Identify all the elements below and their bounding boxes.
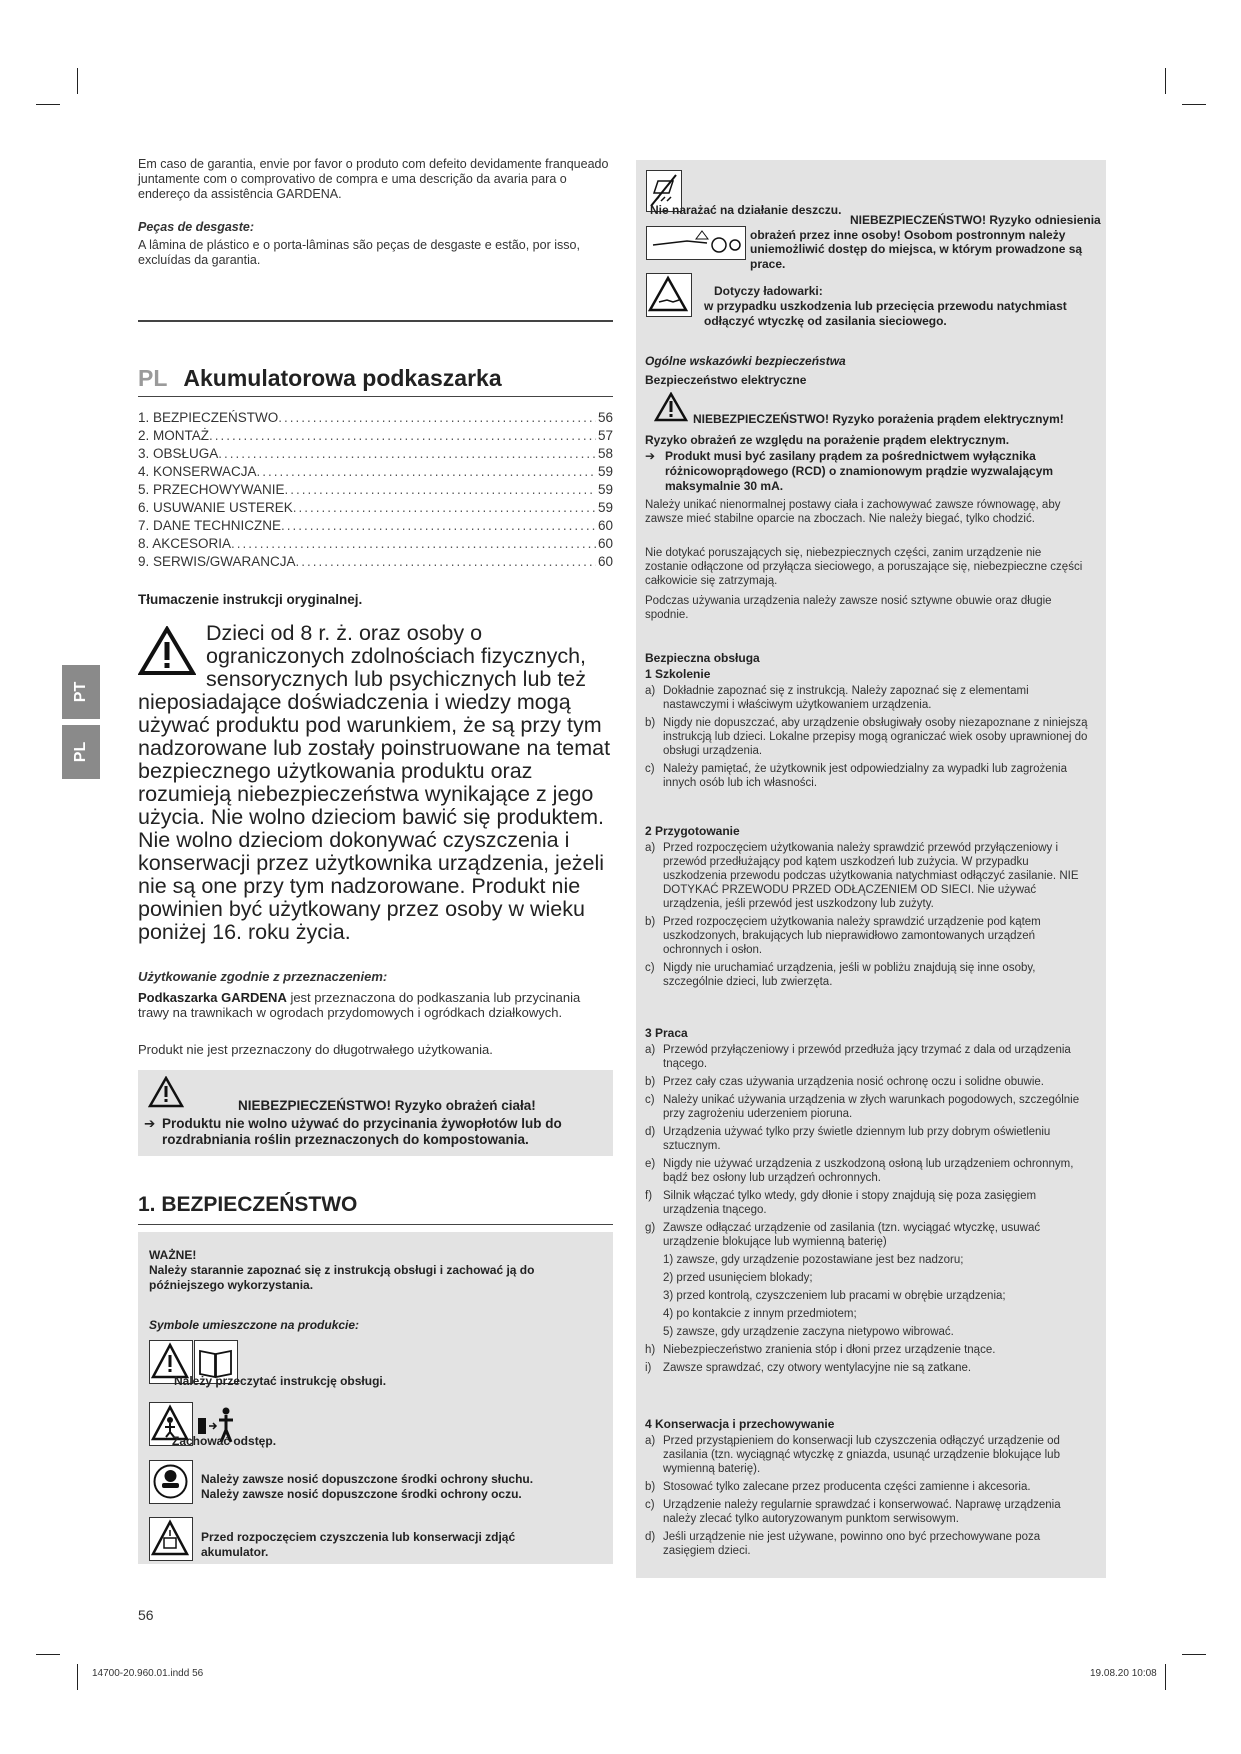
list-item: b) Stosować tylko zalecane przez producenta części zamienne i akcesoria.: [645, 1481, 1031, 1493]
list-item: f) Silnik włączać tylko wtedy, gdy dłonie i stopy znajdują się poza zasięgiem urządzenia tnącego.: [645, 1190, 1037, 1216]
page-title: [138, 365, 613, 392]
list-item: 1) zawsze, gdy urządzenie pozostawiane jest bez nadzoru;: [663, 1254, 964, 1266]
list-item: 5) zawsze, gdy urządzenie zaczyna nietypowo wibrować.: [663, 1326, 954, 1338]
general-para: Nie dotykać poruszających się, niebezpiecznych części, zanim urządzenie nie zostanie odłączone od przyłącza sieciowego, a poruszające się, niebezpieczne części całkowicie się zatrzymają.: [645, 547, 1083, 587]
crop-mark: [77, 68, 78, 94]
safe-op-heading: Bezpieczna obsługa: [645, 651, 760, 665]
symbols-heading: Symbole umieszczone na produkcie:: [149, 1318, 360, 1332]
danger-box: [138, 1070, 613, 1156]
symbol-text-protection: Należy zawsze nosić dopuszczone środki ochrony słuchu. Należy zawsze nosić dopuszczone środki ochrony oczu.: [201, 1472, 534, 1501]
section-maintenance: 4 Konserwacja i przechowywanie a) Przed przystąpieniem do konserwacji lub czyszczenia odłączyć urządzenie od zasilania (tzn. wyciągnąć wtyczkę z gniazda, usunąć urządzenie blokujące lub wymienną baterię). b) Stosować tylko zalecane przez producenta części zamienne i akcesoria. c) Urządzenie należy regularnie sprawdzać i konserwować. Naprawę urządzenia należy zlecać tylko autoryzowanym punktom serwisowym. d) Jeśli urządzenie nie jest używane, powinno ono być przechowywane poza zasięgiem dzieci.: [645, 1417, 1090, 1558]
warning-icon: [138, 626, 196, 676]
electric-risk: Ryzyko obrażeń ze względu na porażenie prądem elektrycznym.: [645, 433, 1010, 447]
toc-row[interactable]: 7. DANE TECHNICZNE ..... 60: [138, 517, 613, 535]
crop-mark: [36, 104, 60, 105]
list-item: c) Nigdy nie uruchamiać urządzenia, jeśli w pobliżu znajdują się inne osoby, szczególnie dzieci, lub zwierzęta.: [645, 962, 1036, 988]
list-item: h) Niebezpieczeństwo zranienia stóp i dłoni przez urządzenie tnące.: [645, 1344, 996, 1356]
children-warning: Dzieci od 8 r. ż. oraz osoby o ograniczonych zdolnościach fizycznych, sensorycznych lub psychicznych lub też nieposiadające doświadczenia i wiedzy mogą używać produktu pod warunkiem, że są przy tym nadzorowane lub zostały poinstruowane na temat bezpiecznego użytkowania produktu oraz rozumieją niebezpieczeństwa wynikające z jego użycia. Nie wolno dzieciom bawić się produktem. Nie wolno dzieciom dokonywać czyszczenia i konserwacji przez użytkownika urządzenia, jeżeli nie są one przy tym nadzorowane. Produkt nie powinien być użytkowany przez osoby w wieku poniżej 16. roku życia.: [138, 621, 611, 944]
list-item: b) Nigdy nie dopuszczać, aby urządzenie obsługiwały osoby niezapoznane z niniejszą instrukcją lub dzieci. Lokalne przepisy mogą ograniczać wiek osoby uprawnionej do obsługi urządzenia.: [645, 717, 1088, 757]
electric-danger: NIEBEZPIECZEŃSTWO! Ryzyko porażenia prądem elektrycznym!: [693, 412, 1064, 426]
product-title: Akumulatorowa podkaszarka: [183, 365, 502, 391]
list-item: b) Przed rozpoczęciem użytkowania należy sprawdzić urządzenie pod kątem uszkodzonych, brakujących lub nieprawidłowo zamontowanych urządzeń ochronnych i osłon.: [645, 916, 1041, 956]
side-tab-pt: PT: [62, 665, 100, 719]
bystanders-icon: [646, 226, 746, 260]
crop-mark: [36, 1654, 60, 1655]
toc-row[interactable]: 5. PRZECHOWYWANIE ..... 59: [138, 481, 613, 499]
hearing-eye-protection-icon: [149, 1460, 193, 1504]
toc-row[interactable]: 6. USUWANIE USTEREK ..... 59: [138, 499, 613, 517]
arrow-icon: ➔: [144, 1116, 156, 1131]
general-para: Podczas używania urządzenia należy zawsze nosić sztywne obuwie oraz długie spodnie.: [645, 595, 1052, 621]
wazne-text: Należy starannie zapoznać się z instrukcją obsługi i zachować ją do późniejszego wykorzystania.: [149, 1263, 535, 1292]
list-item: e) Nigdy nie używać urządzenia z uszkodzoną osłoną lub urządzeniem ochronnym, bądź bez osłony lub urządzeń ochronnych.: [645, 1158, 1074, 1184]
crop-mark: [1182, 104, 1206, 105]
crop-mark: [1165, 68, 1166, 94]
section-divider: [138, 320, 613, 322]
toc-row[interactable]: 9. SERWIS/GWARANCJA ..... 60: [138, 553, 613, 571]
general-heading: Ogólne wskazówki bezpieczeństwa: [645, 354, 846, 368]
electrical-heading: Bezpieczeństwo elektryczne: [645, 373, 807, 387]
safety-box: [138, 1232, 613, 1564]
crop-mark: [1182, 1654, 1206, 1655]
translation-note: Tłumaczenie instrukcji oryginalnej.: [138, 592, 363, 607]
danger-box-title: NIEBEZPIECZEŃSTWO! Ryzyko obrażeń ciała!: [238, 1098, 536, 1113]
toc-row[interactable]: 1. BEZPIECZEŃSTWO ..... 56: [138, 409, 613, 427]
warning-icon: [148, 1076, 184, 1108]
symbol-text-read-manual: Należy przeczytać instrukcję obsługi.: [174, 1374, 387, 1388]
section-training: 1 Szkolenie a) Dokładnie zapoznać się z instrukcją. Należy zapoznać się z elementami nastawczymi i właściwym użytkowaniem urządzenia. b) Nigdy nie dopuszczać, aby urządzenie obsługiwały osoby niezapoznane z niniejszą instrukcją lub dzieci. Lokalne przepisy mogą ograniczać wiek osoby uprawnionej do obsługi urządzenia. c) Należy pamiętać, że użytkownik jest odpowiedzialny za wypadki lub zagrożenia innych osób lub ich własności.: [645, 667, 1090, 790]
intended-use-heading: Użytkowanie zgodnie z przeznaczeniem:: [138, 969, 388, 984]
list-item: 2) przed usunięciem blokady;: [663, 1272, 813, 1284]
list-item: c) Urządzenie należy regularnie sprawdzać i konserwować. Naprawę urządzenia należy zlecać tylko autoryzowanym punktom serwisowym.: [645, 1499, 1061, 1525]
charger-title: Dotyczy ładowarki:: [714, 284, 823, 298]
symbol-text-keep-distance: Zachować odstęp.: [172, 1434, 277, 1448]
table-of-contents: [138, 409, 613, 571]
section-1-title: 1. BEZPIECZEŃSTWO: [138, 1193, 358, 1216]
toc-row[interactable]: 8. AKCESORIA ..... 60: [138, 535, 613, 553]
list-item: c) Należy pamiętać, że użytkownik jest odpowiedzialny za wypadki lub zagrożenia innych osób lub ich własności.: [645, 763, 1067, 789]
list-item: d) Urządzenia używać tylko przy świetle dziennym lub przy dobrym oświetleniu sztucznym.: [645, 1126, 1051, 1152]
page-number: 56: [138, 1607, 154, 1623]
footer-date: 19.08.20 10:08: [1090, 1668, 1157, 1679]
warning-icon: [654, 392, 688, 422]
footer-file: 14700-20.960.01.indd 56: [92, 1668, 204, 1679]
toc-row[interactable]: 3. OBSŁUGA ..... 58: [138, 445, 613, 463]
charger-text: w przypadku uszkodzenia lub przecięcia przewodu natychmiast odłączyć wtyczkę od zasilania sieciowego.: [704, 299, 1067, 328]
rain-text: Nie narażać na działanie deszczu.: [650, 203, 842, 217]
arrow-icon: ➔: [645, 449, 656, 463]
list-item: 4) po kontakcie z innym przedmiotem;: [663, 1308, 857, 1320]
section-preparation: 2 Przygotowanie a) Przed rozpoczęciem użytkowania należy sprawdzić przewód przyłączeniowy i przewód przedłużający pod kątem uszkodzeń lub zużycia. W przypadku uszkodzenia przewodu podczas użytkowania natychmiast odłączyć zasilanie. NIE DOTYKAĆ PRZEWODU PRZED ODŁĄCZENIEM OD SIECI. Nie używać urządzenia, jeśli przewód jest uszkodzony lub zużyty. b) Przed rozpoczęciem użytkowania należy sprawdzić urządzenie pod kątem uszkodzonych, brakujących lub nieprawidłowo zamontowanych urządzeń ochronnych i osłon. c) Nigdy nie uruchamiać urządzenia, jeśli w pobliżu znajdują się inne osoby, szczególnie dzieci, lub zwierzęta.: [645, 824, 1090, 989]
pt-wear-heading: Peças de desgaste:: [138, 220, 255, 234]
list-item: c) Należy unikać używania urządzenia w złych warunkach pogodowych, szczególnie przy zagrożeniu uderzeniem pioruna.: [645, 1094, 1080, 1120]
general-para: Należy unikać nienormalnej postawy ciała i zachowywać zawsze równowagę, aby zawsze mieć stabilne oparcie na zboczach. Nie należy biegać, tylko chodzić.: [645, 499, 1061, 525]
title-rule: [138, 396, 613, 397]
list-item: d) Jeśli urządzenie nie jest używane, powinno ono być przechowywane poza zasięgiem dzieci.: [645, 1531, 1041, 1557]
danger-box-text: ➔ Produktu nie wolno używać do przycinania żywopłotów lub do rozdrabniania roślin przeznaczonych do kompostowania.: [144, 1116, 562, 1147]
section-1-rule: [138, 1224, 613, 1225]
list-item: a) Przed rozpoczęciem użytkowania należy sprawdzić przewód przyłączeniowy i przewód przedłużający pod kątem uszkodzeń lub zużycia. W przypadku uszkodzenia przewodu podczas użytkowania natychmiast odłączyć zasilanie. NIE DOTYKAĆ PRZEWODU PRZED ODŁĄCZENIEM OD SIECI. Nie używać urządzenia, jeśli przewód jest uszkodzony lub zużyty.: [645, 842, 1079, 910]
toc-row[interactable]: 2. MONTAŻ ..... 57: [138, 427, 613, 445]
charger-warning-icon: [646, 273, 692, 317]
crop-mark: [1165, 1664, 1166, 1690]
list-item: a) Dokładnie zapoznać się z instrukcją. Należy zapoznać się z elementami nastawczymi i właściwym użytkowaniem urządzenia.: [645, 685, 1029, 711]
bystanders-text: NIEBEZPIECZEŃSTWO! Ryzyko odniesienia obrażeń przez inne osoby! Osobom postronnym należy uniemożliwić dostęp do miejsca, w którym prowadzone są prace.: [750, 213, 1101, 271]
side-tab-pl: PL: [62, 725, 100, 779]
crop-mark: [77, 1664, 78, 1690]
pt-wear-text: A lâmina de plástico e o porta-lâminas são peças de desgaste e estão, por isso, excluídas da garantia.: [138, 238, 580, 267]
list-item: i) Zawsze sprawdzać, czy otwory wentylacyjne nie są zatkane.: [645, 1362, 972, 1374]
section-work: 3 Praca a) Przewód przyłączeniowy i przewód przedłuża jący trzymać z dala od urządzenia tnącego. b) Przez cały czas używania urządzenia nosić ochronę oczu i solidne obuwie. c) Należy unikać używania urządzenia w złych warunkach pogodowych, szczególnie przy zagrożeniu uderzeniem pioruna. d) Urządzenia używać tylko przy świetle dziennym lub przy dobrym oświetleniu sztucznym. e) Nigdy nie używać urządzenia z uszkodzoną osłoną lub urządzeniem ochronnym, bądź bez osłony lub urządzeń ochronnych. f) Silnik włączać tylko wtedy, gdy dłonie i stopy znajdują się poza zasięgiem urządzenia tnącego. g) Zawsze odłączać urządzenie od zasilania (tzn. wyciągać wtyczkę, usuwać urządzenie blokujące lub wymienną baterię) 1) zawsze, gdy urządzenie pozostawiane jest bez nadzoru; 2) przed usunięciem blokady; 3) przed kontrolą, czyszczeniem lub pracami w obrębie urządzenia; 4) po kontakcie z innym przedmiotem; 5) zawsze, gdy urządzenie zaczyna nietypowo wibrować. h) Niebezpieczeństwo zranienia stóp i dłoni przez urządzenie tnące. i) Zawsze sprawdzać, czy otwory wentylacyjne nie są zatkane.: [645, 1026, 1090, 1375]
intended-use-text: Podkaszarka GARDENA jest przeznaczona do podkaszania lub przycinania trawy na trawnikach w ogrodach przydomowych i ogródkach działkowych.: [138, 990, 581, 1020]
list-item: b) Przez cały czas używania urządzenia nosić ochronę oczu i solidne obuwie.: [645, 1076, 1044, 1088]
list-item: a) Przed przystąpieniem do konserwacji lub czyszczenia odłączyć urządzenie od zasilania (tzn. wyciągnąć wtyczkę z gniazda, usunąć urządzenie blokujące lub wymienną baterię).: [645, 1435, 1060, 1475]
symbol-text-remove-battery: Przed rozpoczęciem czyszczenia lub konserwacji zdjąć akumulator.: [201, 1530, 516, 1559]
rcd-text: ➔ Produkt musi być zasilany prądem za pośrednictwem wyłącznika różnicowoprądowego (RCD) o znamionowym prądzie wyzwalającym maksymalnie 30 mA.: [645, 449, 1054, 493]
toc-row[interactable]: 4. KONSERWACJA ..... 59: [138, 463, 613, 481]
list-item: 3) przed kontrolą, czyszczeniem lub pracami w obrębie urządzenia;: [663, 1290, 1006, 1302]
pt-warranty-text: Em caso de garantia, envie por favor o produto com defeito devidamente franqueado juntamente com o comprovativo de compra e uma descrição da avaria para o endereço da assistência GARDENA.: [138, 157, 609, 201]
list-item: a) Przewód przyłączeniowy i przewód przedłuża jący trzymać z dala od urządzenia tnącego.: [645, 1044, 1071, 1070]
wazne-label: WAŻNE!: [149, 1248, 197, 1262]
list-item: g) Zawsze odłączać urządzenie od zasilania (tzn. wyciągać wtyczkę, usuwać urządzenie blokujące lub wymienną baterię): [645, 1222, 1041, 1248]
warning-icon: [149, 1517, 193, 1561]
lang-code: PL: [138, 365, 167, 391]
right-column: [636, 160, 1106, 1578]
not-long-use: Produkt nie jest przeznaczony do długotrwałego użytkowania.: [138, 1042, 493, 1057]
